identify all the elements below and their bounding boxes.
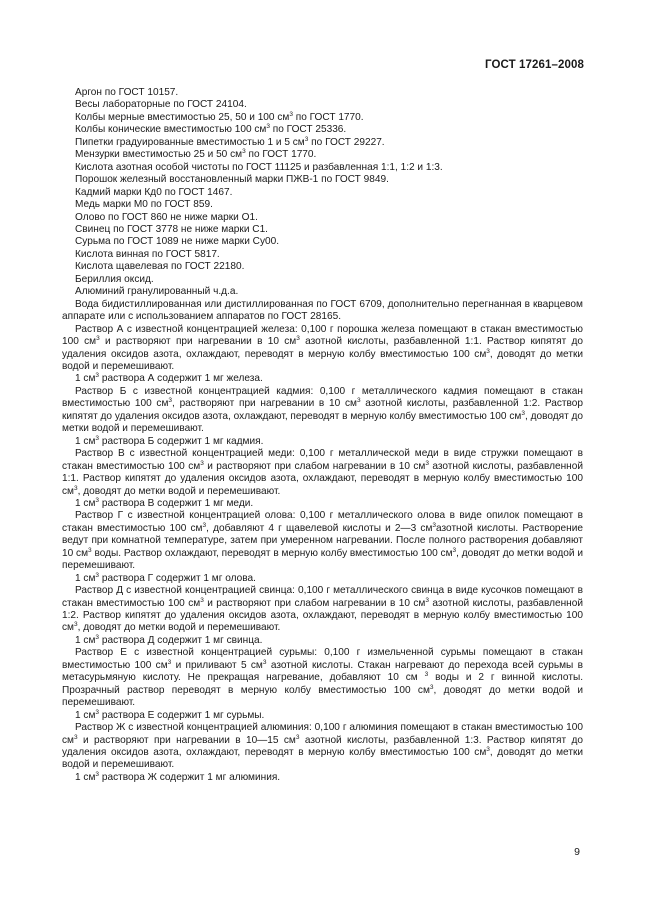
text-fragment: азотной кислоты, разбавленной 1:3. Раствор кипятят до удаления оксидов азота, охлаждают, переводят в мерную колбу вместимостью 100 см: [62, 734, 583, 759]
water-paragraph: [62, 299, 583, 324]
superscript: 3: [424, 671, 429, 679]
list-item: [75, 112, 583, 124]
text-fragment: и растворяют при нагревании в 10—15 см: [77, 734, 296, 746]
text-fragment: и приливают 5 см: [171, 659, 263, 671]
text-fragment: 1 см: [75, 373, 96, 385]
superscript: 3: [486, 746, 490, 754]
solution-b-content: [62, 436, 583, 448]
list-item: [75, 124, 583, 136]
text-fragment: Раствор Г с известной концентрацией олова: 0,100 г металлического олова в виде опилок помещают в стакан вместимостью 100 см: [62, 510, 583, 534]
list-item: Олово по ГОСТ 860 не ниже марки О1.: [75, 211, 258, 223]
list-item: Порошок железный восстановленный марки ПЖВ-1 по ГОСТ 9849.: [75, 174, 389, 186]
list-item: Кислота азотная особой чистоты по ГОСТ 11125 и разбавленная 1:1, 1:2 и 1:3.: [75, 161, 443, 173]
list-item: Свинец по ГОСТ 3778 не ниже марки С1.: [75, 223, 268, 235]
text-fragment: 1 см: [75, 709, 96, 721]
superscript: 3: [74, 621, 78, 629]
text-fragment: Раствор Б с известной концентрацией кадмия: 0,100 г металлического кадмия помещают в стакан вместимостью 100 см: [62, 385, 583, 410]
text-fragment: , доводят до метки водой и перемешивают.: [62, 348, 584, 372]
solution-v-content: [62, 498, 583, 510]
text-fragment: по ГОСТ 1770.: [292, 111, 364, 123]
superscript: 3: [266, 123, 270, 131]
text-fragment: по ГОСТ 1770.: [245, 149, 317, 161]
text-fragment: 1 см: [75, 497, 96, 509]
solution-b-paragraph: [62, 386, 583, 436]
text-fragment: азотной кислоты, разбавленной 1:1. Раствор кипятят до удаления оксидов азота, охлаждают, переводят в мерную колбу вместимостью 100 см: [62, 460, 583, 497]
text-fragment: 1 см: [75, 435, 96, 447]
text-fragment: азотной кислоты, разбавленной 1:2. Раствор кипятят до удаления оксидов азота, охлаждают, переводят в мерную колбу вместимостью 100 см: [62, 597, 583, 634]
solution-a-paragraph: [62, 324, 583, 374]
solution-e-paragraph: [62, 647, 583, 709]
solution-v-paragraph: [62, 448, 583, 498]
list-item: Кадмий марки Кд0 по ГОСТ 1467.: [75, 186, 233, 198]
superscript: 3: [521, 409, 525, 417]
text-fragment: раствора Ж содержит 1 мг алюминия.: [99, 771, 281, 783]
text-fragment: Раствор Д с известной концентрацией свинца: 0,100 г металлического свинца в виде кусочков помещают в стакан вместимостью 100 см: [62, 585, 583, 609]
text-fragment: , доводят до метки водой и перемешивают.: [62, 410, 583, 435]
superscript: 3: [168, 397, 173, 405]
solution-d-paragraph: [62, 585, 583, 635]
text-fragment: раствора В содержит 1 мг меди.: [99, 497, 254, 509]
solution-g-paragraph: [62, 510, 583, 572]
text-fragment: 1 см: [75, 572, 96, 584]
text-fragment: 1 см: [75, 634, 96, 646]
text-fragment: , добавляют 4 г щавелевой кислоты и 2—3 см: [206, 522, 433, 534]
superscript: 3: [74, 733, 78, 741]
superscript: 3: [304, 135, 309, 143]
list-item: Весы лабораторные по ГОСТ 24104.: [75, 99, 247, 111]
superscript: 3: [432, 521, 437, 529]
text-fragment: воды и 2 г винной кислоты. Прозрачный раствор переводят в мерную колбу вместимостью 100 см: [62, 672, 584, 696]
list-item: Сурьма по ГОСТ 1089 не ниже марки Су00.: [75, 236, 280, 248]
superscript: 3: [200, 596, 204, 604]
apparatus-list: [75, 87, 583, 299]
list-item: Бериллия оксид.: [75, 273, 154, 285]
superscript: 3: [202, 521, 207, 529]
text-fragment: Колбы конические вместимостью 100 см: [75, 124, 267, 136]
superscript: 3: [486, 347, 490, 355]
superscript: 3: [167, 658, 172, 666]
superscript: 3: [95, 571, 100, 579]
superscript: 3: [96, 335, 100, 343]
superscript: 3: [200, 459, 204, 467]
text-fragment: раствора Е содержит 1 мг сурьмы.: [99, 709, 265, 721]
superscript: 3: [88, 546, 92, 554]
superscript: 3: [95, 633, 100, 641]
standard-designation: ГОСТ 17261–2008: [484, 59, 584, 71]
text-fragment: азотной кислоты. Растворение ведут при комнатной температуре, затем при умеренном нагревании. После полного растворения добавляют 10 см: [62, 522, 583, 559]
text-fragment: Вода бидистиллированная или дистиллированная по ГОСТ 6709, дополнительно перегнанная в кварцевом аппарате или с использованием аппаратов по ГОСТ 28165.: [62, 298, 583, 323]
solution-g-content: [62, 573, 583, 585]
text-fragment: Раствор Ж с известной концентрацией алюминия: 0,100 г алюминия помещают в стакан вместимостью 100 см: [62, 722, 583, 746]
superscript: 3: [242, 148, 246, 156]
page-number: 9: [574, 846, 580, 858]
list-item: Кислота винная по ГОСТ 5817.: [75, 248, 220, 260]
solution-d-content: [62, 635, 583, 647]
list-item: [75, 149, 583, 161]
text-fragment: Мензурки вместимостью 25 и 50 см: [75, 149, 243, 161]
solution-a-content: [62, 373, 583, 385]
text-fragment: Раствор Е с известной концентрацией сурьмы: 0,100 г измельченной сурьмы помещают в стакан вместимостью 100 см: [62, 647, 583, 671]
list-item: Аргон по ГОСТ 10157.: [75, 87, 179, 98]
text-fragment: воды. Раствор охлаждают, переводят в мерную колбу вместимостью 100 см: [91, 547, 453, 559]
text-fragment: , доводят до метки водой и перемешивают.: [62, 684, 583, 709]
solution-e-content: [62, 710, 583, 722]
text-fragment: Раствор В с известной концентрацией меди: 0,100 г металлической меди в виде стружки помещают в стакан вместимостью 100 см: [62, 448, 583, 472]
text-fragment: Пипетки градуированные вместимостью 1 и 5 см: [75, 136, 305, 148]
text-fragment: раствора А содержит 1 мг железа.: [99, 373, 263, 385]
superscript: 3: [356, 397, 361, 405]
superscript: 3: [95, 496, 100, 504]
solution-zh-paragraph: [62, 722, 583, 772]
superscript: 3: [262, 658, 267, 666]
superscript: 3: [289, 110, 293, 118]
solution-zh-content: [62, 772, 583, 784]
document-body: [62, 87, 584, 784]
text-fragment: по ГОСТ 25336.: [269, 124, 347, 136]
text-fragment: раствора Б содержит 1 мг кадмия.: [99, 435, 264, 447]
superscript: 3: [95, 372, 100, 380]
text-fragment: раствора Д содержит 1 мг свинца.: [99, 634, 263, 646]
text-fragment: и растворяют при слабом нагревании в 10 см: [203, 597, 426, 609]
text-fragment: , доводят до метки водой и перемешивают.: [62, 747, 584, 771]
text-fragment: по ГОСТ 29227.: [308, 136, 385, 148]
text-fragment: азотной кислоты, разбавленной 1:1. Раствор кипятят до удаления оксидов азота, охлаждают, переводят в мерную колбу вместимостью 100 см: [62, 336, 583, 360]
text-fragment: 1 см: [75, 771, 96, 783]
superscript: 3: [95, 708, 100, 716]
list-item: Алюминий гранулированный ч.д.а.: [75, 286, 239, 298]
text-fragment: Раствор А с известной концентрацией железа: 0,100 г порошка железа помещают в стакан вместимостью 100 см: [62, 323, 583, 348]
text-fragment: Колбы мерные вместимостью 25, 50 и 100 см: [75, 111, 290, 123]
superscript: 3: [295, 733, 300, 741]
text-fragment: и растворяют при слабом нагревании в 10 см: [203, 460, 426, 472]
superscript: 3: [296, 335, 300, 343]
text-fragment: , доводят до метки водой и перемешивают.: [77, 622, 281, 634]
superscript: 3: [95, 770, 100, 778]
text-fragment: , доводят до метки водой и перемешивают.: [62, 547, 583, 572]
list-item: [75, 137, 583, 149]
superscript: 3: [95, 434, 100, 442]
superscript: 3: [452, 546, 457, 554]
text-fragment: раствора Г содержит 1 мг олова.: [99, 572, 256, 584]
text-fragment: , растворяют при нагревании в 10 см: [172, 398, 357, 410]
superscript: 3: [425, 596, 429, 604]
text-fragment: азотной кислоты. Стакан нагревают до перехода всей сурьмы в метасурьмяную кислоту. Не прекращая нагревание, добавляют 10 см: [62, 659, 583, 684]
text-fragment: и растворяют при нагревании в 10 см: [99, 336, 297, 348]
superscript: 3: [425, 459, 429, 467]
superscript: 3: [74, 484, 78, 492]
superscript: 3: [429, 683, 434, 691]
text-fragment: азотной кислоты, разбавленной 1:2. Раствор кипятят до удаления оксидов азота, охлаждают, переводят в мерную колбу вместимостью 100 см: [62, 398, 584, 422]
procedure-paragraphs: [62, 298, 584, 785]
list-item: Кислота щавелевая по ГОСТ 22180.: [75, 261, 245, 273]
list-item: Медь марки М0 по ГОСТ 859.: [75, 199, 213, 211]
text-fragment: , доводят до метки водой и перемешивают.: [77, 485, 281, 497]
